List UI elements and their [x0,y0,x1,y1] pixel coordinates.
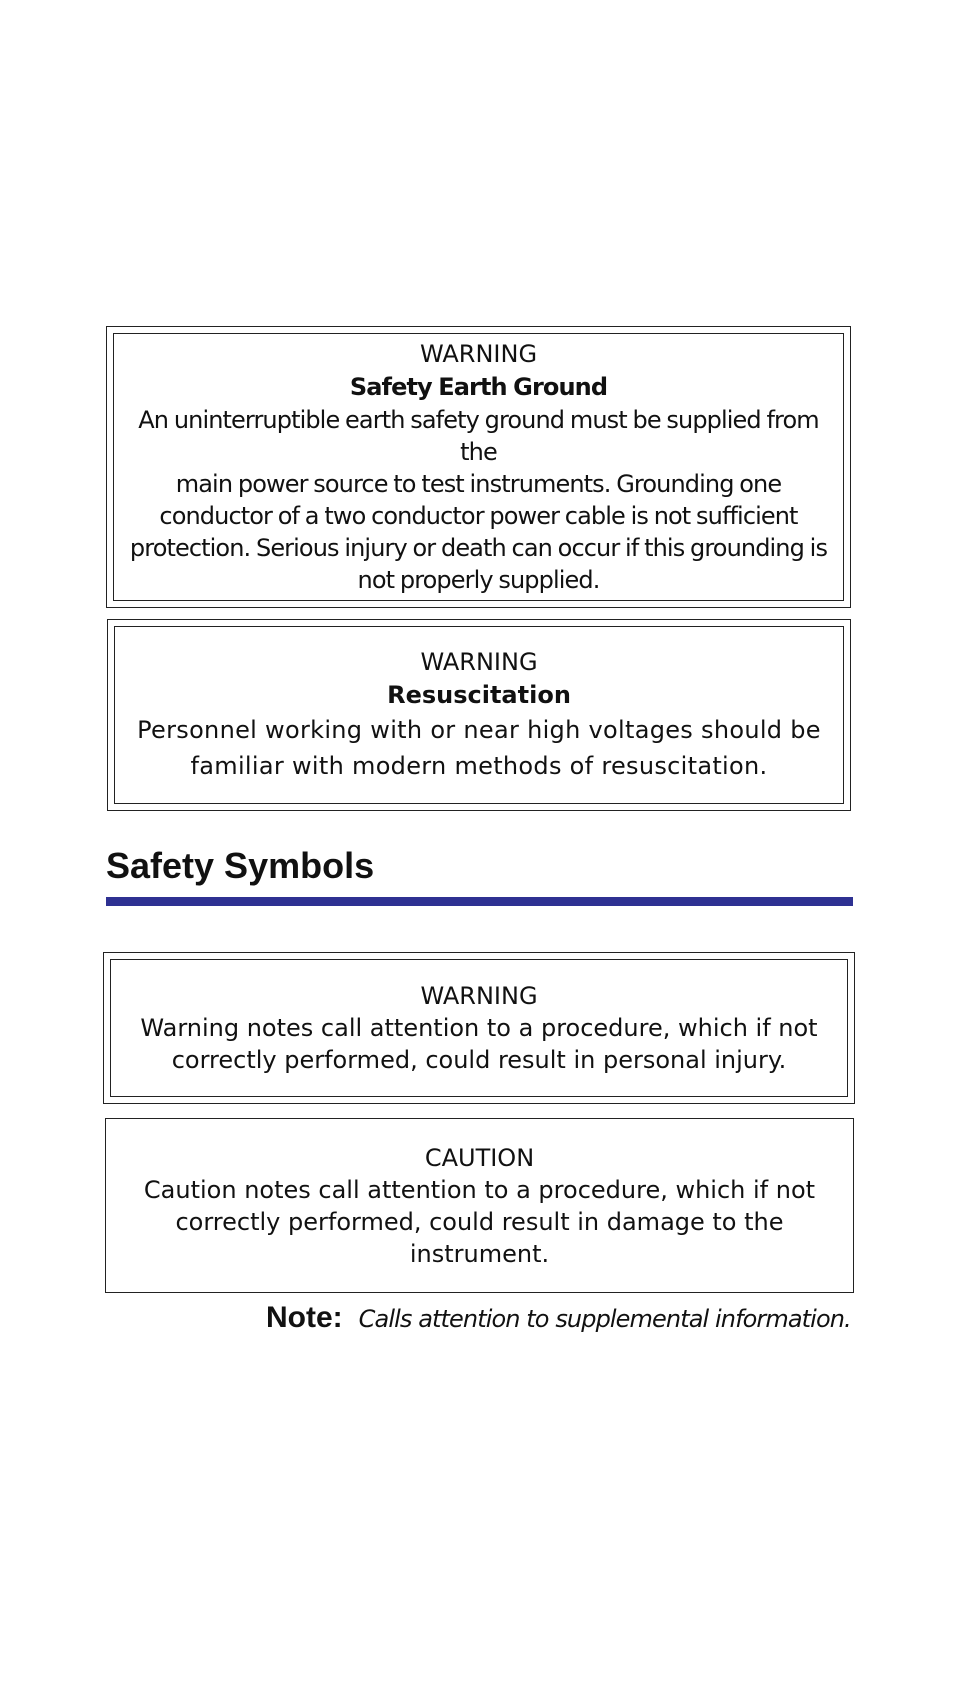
warning-line: conductor of a two conductor power cable is not sufficient [159,502,798,530]
warning-line: An uninterruptible earth safety ground must be supplied from the [138,406,819,466]
warning-box-inner [113,333,844,601]
caution-label: CAUTION [424,1143,535,1172]
warning-symbol-box [103,952,855,1104]
section-divider [106,897,853,906]
note-text: Calls attention to supplemental information. [358,1305,851,1333]
caution-line: correctly performed, could result in damage to the [175,1207,784,1236]
note-label: Note: [266,1301,343,1334]
warning-box-resuscitation [107,619,851,811]
warning-line: Warning notes call attention to a procedure, which if not [140,1014,818,1042]
warning-line: correctly performed, could result in personal injury. [171,1046,787,1074]
note-line [266,1298,851,1339]
warning-label: WARNING [420,648,538,676]
warning-box-earth-ground [106,326,851,608]
warning-box-inner [110,959,848,1097]
caution-line: instrument. [409,1239,550,1268]
warning-label: WARNING [420,982,538,1010]
warning-line: protection. Serious injury or death can occur if this grounding is [129,534,828,562]
warning-line: main power source to test instruments. Grounding one [175,470,782,498]
caution-symbol-box [105,1118,854,1293]
warning-title: Safety Earth Ground [349,373,608,401]
warning-box-inner [114,626,844,804]
warning-line: familiar with modern methods of resuscitation. [190,752,768,780]
caution-line: Caution notes call attention to a procedure, which if not [143,1175,816,1204]
section-heading: Safety Symbols [106,845,375,886]
warning-line: Personnel working with or near high voltages should be [137,716,821,744]
warning-line: not properly supplied. [357,566,600,594]
warning-label: WARNING [419,340,538,368]
warning-title: Resuscitation [387,681,571,709]
